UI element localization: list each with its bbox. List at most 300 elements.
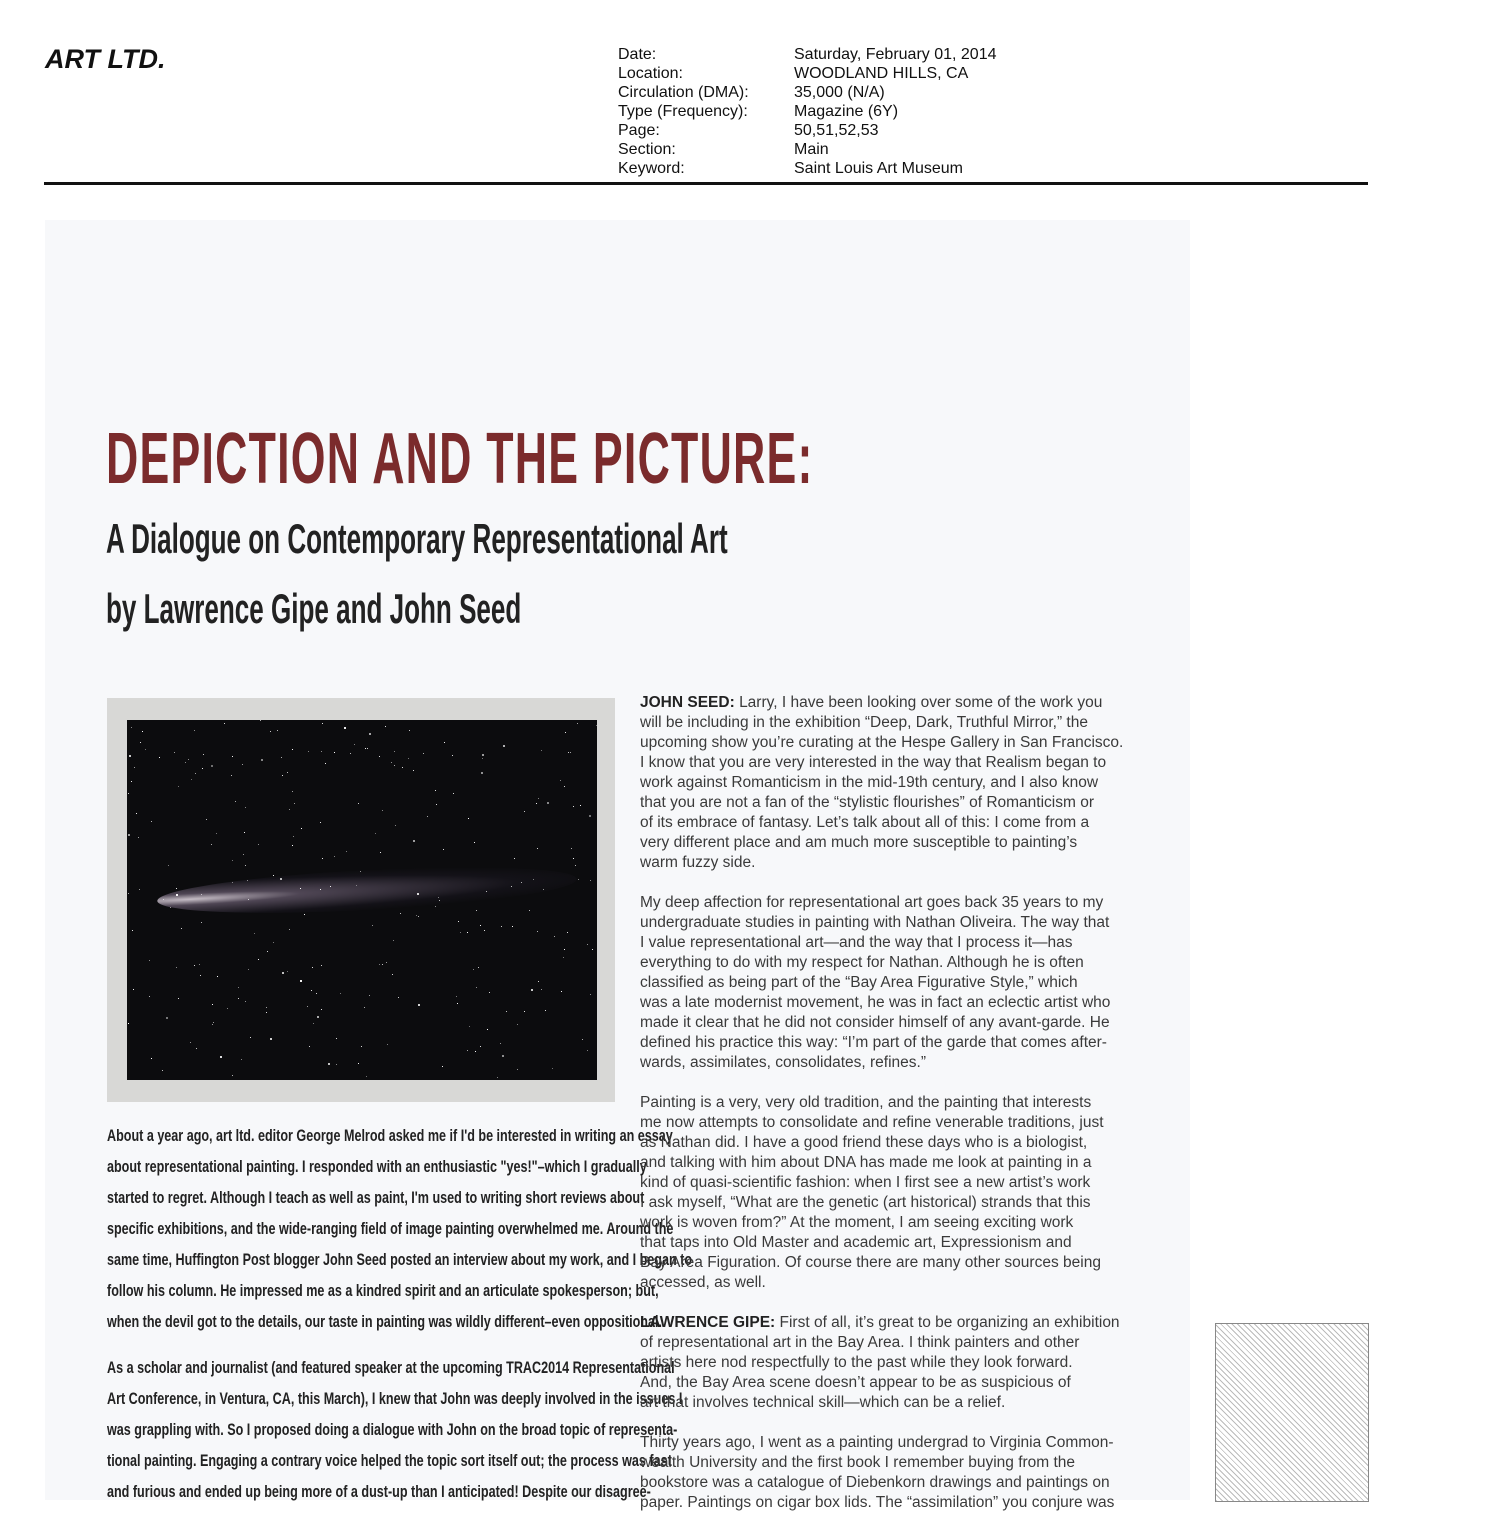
star: [590, 994, 591, 995]
star: [248, 899, 249, 900]
star: [213, 1022, 214, 1023]
star: [212, 1024, 213, 1025]
star: [232, 882, 233, 883]
star: [467, 932, 468, 933]
article-title: DEPICTION AND THE PICTURE:: [106, 419, 814, 499]
star: [321, 965, 322, 966]
star: [235, 801, 236, 802]
star: [336, 1064, 337, 1065]
star: [417, 893, 419, 895]
star: [524, 811, 525, 812]
star: [201, 922, 202, 923]
star: [294, 803, 295, 804]
star: [232, 756, 233, 757]
publication-name: ART LTD.: [45, 44, 166, 74]
star: [243, 854, 244, 855]
text-line: [640, 733, 1160, 753]
text-line: about representational painting. I responded with an enthusiastic "yes!"–which I gradually: [107, 1157, 647, 1176]
star: [202, 768, 203, 769]
star: [281, 757, 282, 758]
star: [159, 757, 160, 758]
star: [375, 833, 376, 834]
line-text: warm fuzzy side.: [640, 854, 756, 871]
text-line: [640, 973, 1160, 993]
star: [573, 806, 574, 807]
star: [561, 991, 562, 992]
text-line: follow his column. He impressed me as a kindred spirit and an articulate spokesperson; but,: [107, 1281, 659, 1300]
star: [301, 828, 302, 829]
star: [320, 822, 321, 823]
star: [344, 727, 346, 729]
star: [460, 932, 461, 933]
star: [334, 752, 335, 753]
text-line: [640, 1233, 1160, 1253]
text-line: [640, 853, 1160, 873]
star: [321, 751, 322, 752]
star: [330, 886, 331, 887]
star: [128, 834, 130, 836]
text-line: was grappling with. So I proposed doing a dialogue with John on the broad topic of representa-: [107, 1420, 678, 1439]
text-line: As a scholar and journalist (and featured speaker at the upcoming TRAC2014 Representational: [107, 1358, 675, 1377]
star: [474, 842, 475, 843]
star: [133, 989, 134, 990]
star: [320, 889, 321, 890]
line-text: of its embrace of fantasy. Let’s talk about all of this: I come from a: [640, 814, 1090, 831]
star: [372, 925, 373, 926]
text-line: [640, 1273, 1160, 1293]
star: [149, 960, 150, 961]
star: [356, 885, 357, 886]
star: [206, 819, 207, 820]
star: [514, 858, 515, 859]
star: [266, 1007, 267, 1008]
metadata-label: Date:: [618, 46, 657, 63]
metadata-label: Circulation (DMA):: [618, 84, 749, 101]
star: [427, 816, 428, 817]
text-line: [640, 1313, 1160, 1333]
star: [307, 1006, 308, 1007]
star: [497, 1077, 498, 1078]
comet-photograph: [107, 698, 615, 1102]
star: [321, 1009, 322, 1010]
star: [129, 755, 131, 757]
star: [587, 1050, 588, 1051]
star: [531, 989, 533, 991]
line-text: I value representational art—and the way that I process it—has: [640, 934, 1073, 951]
star: [292, 791, 293, 792]
star: [382, 964, 383, 965]
star: [379, 756, 380, 757]
star: [308, 751, 309, 752]
star: [382, 810, 383, 811]
line-text: wards, assimilates, consolidates, refines.”: [640, 1054, 927, 1071]
line-text: accessed, as well.: [640, 1274, 766, 1291]
star: [245, 865, 246, 866]
star: [322, 723, 323, 724]
line-text: made it clear that he did not consider himself of any avant-garde. He: [640, 1014, 1110, 1031]
star: [199, 964, 200, 965]
star: [398, 997, 399, 998]
metadata-row: [618, 159, 997, 178]
line-text: art that involves technical skill—which can be a relief.: [640, 1394, 1006, 1411]
star: [537, 931, 538, 932]
line-text: I ask myself, “What are the genetic (art historical) strands that this: [640, 1194, 1091, 1211]
star: [194, 965, 195, 966]
star: [395, 825, 396, 826]
star: [543, 889, 544, 890]
star: [564, 949, 565, 950]
dialogue-paragraph: [640, 1433, 1160, 1513]
metadata-value: Saint Louis Art Museum: [794, 160, 963, 177]
star: [560, 780, 561, 781]
star: [469, 1026, 470, 1027]
star: [511, 886, 512, 887]
metadata-value: Magazine (6Y): [794, 103, 899, 120]
star: [216, 833, 217, 834]
star: [151, 1058, 152, 1059]
metadata-row: [618, 83, 997, 102]
star: [311, 990, 312, 991]
star: [517, 1024, 518, 1025]
speaker-label: JOHN SEED:: [640, 694, 735, 711]
text-line: [640, 813, 1160, 833]
star: [258, 844, 259, 845]
star: [571, 848, 572, 849]
star: [166, 1017, 168, 1019]
star: [506, 1011, 507, 1012]
star: [282, 972, 284, 974]
star: [573, 858, 574, 859]
star: [247, 880, 248, 881]
star: [212, 1004, 213, 1005]
star: [244, 832, 245, 833]
star: [517, 1069, 518, 1070]
star: [174, 752, 175, 753]
star: [231, 775, 232, 776]
star: [196, 1048, 197, 1049]
star: [592, 949, 593, 950]
metadata-row: [618, 140, 997, 159]
star: [435, 790, 436, 791]
text-line: same time, Huffington Post blogger John Seed posted an interview about my work, and I began to: [107, 1250, 693, 1269]
speaker-label: LAWRENCE GIPE:: [640, 1314, 776, 1331]
star: [369, 733, 371, 735]
star: [300, 980, 302, 982]
star: [354, 744, 355, 745]
star: [238, 987, 239, 988]
star: [317, 1016, 319, 1018]
star: [176, 967, 177, 968]
star: [245, 1001, 246, 1002]
star: [501, 926, 502, 927]
star: [151, 821, 152, 822]
star: [128, 893, 129, 894]
star: [248, 969, 249, 970]
hatched-placeholder-box: [1215, 1323, 1369, 1502]
text-line: About a year ago, art ltd. editor George Melrod asked me if I'd be interested in writing an essay: [107, 1126, 673, 1145]
star: [178, 786, 179, 787]
star: [364, 1007, 365, 1008]
star: [570, 752, 571, 753]
text-line: [640, 793, 1160, 813]
text-line: [640, 1053, 1160, 1073]
star: [185, 762, 186, 763]
star: [568, 752, 569, 753]
text-line: [640, 1133, 1160, 1153]
star: [565, 732, 566, 733]
star: [191, 779, 192, 780]
star: [387, 1044, 388, 1045]
line-text: bookstore was a catalogue of Diebenkorn drawings and paintings on: [640, 1474, 1110, 1491]
metadata-row: [618, 102, 997, 121]
star: [163, 899, 164, 900]
star: [567, 932, 568, 933]
star: [139, 889, 140, 890]
star: [458, 921, 459, 922]
line-text: classified as being part of the “Bay Area Figurative Style,” which: [640, 974, 1078, 991]
line-text: artists here nod respectfully to the past while they look forward.: [640, 1354, 1073, 1371]
star: [500, 1043, 501, 1044]
star: [149, 996, 150, 997]
metadata-label: Type (Frequency):: [618, 103, 748, 120]
star: [325, 763, 326, 764]
star: [232, 1075, 233, 1076]
star: [220, 1056, 222, 1058]
star: [277, 730, 278, 731]
star: [287, 772, 288, 773]
star: [287, 971, 288, 972]
star: [211, 844, 212, 845]
line-text: was a late modernist movement, he was in fact an eclectic artist who: [640, 994, 1111, 1011]
star: [578, 879, 579, 880]
star: [292, 749, 293, 750]
dialogue-paragraph: [640, 693, 1160, 873]
star: [503, 745, 505, 747]
text-line: [640, 1493, 1160, 1513]
text-line: [640, 1173, 1160, 1193]
star: [245, 807, 246, 808]
header-divider: [44, 182, 1368, 185]
star: [582, 1039, 583, 1040]
star: [346, 851, 347, 852]
star: [194, 730, 195, 731]
metadata-label: Location:: [618, 65, 683, 82]
star: [227, 1008, 228, 1009]
star: [444, 742, 445, 743]
line-text: and talking with him about DNA has made me look at painting in a: [640, 1154, 1092, 1171]
metadata-value: WOODLAND HILLS, CA: [794, 65, 969, 82]
line-text: that taps into Old Master and academic art, Expressionism and: [640, 1234, 1072, 1251]
line-text: I know that you are very interested in the way that Realism began to: [640, 754, 1107, 771]
star: [176, 894, 178, 896]
star: [457, 1003, 458, 1004]
star: [442, 1066, 443, 1067]
star: [138, 837, 139, 838]
star: [413, 770, 414, 771]
star: [131, 781, 132, 782]
text-line: [640, 1353, 1160, 1373]
line-text: undergraduate studies in painting with Nathan Oliveira. The way that: [640, 914, 1110, 931]
line-text: work is woven from?” At the moment, I am seeing exciting work: [640, 1214, 1074, 1231]
star: [361, 1046, 362, 1047]
star: [309, 1046, 310, 1047]
star: [267, 951, 268, 952]
star: [358, 1063, 359, 1064]
star: [480, 925, 481, 926]
star: [322, 858, 323, 859]
metadata-row: [618, 45, 997, 64]
metadata-label: Section:: [618, 141, 676, 158]
star: [481, 772, 483, 774]
star: [438, 897, 439, 898]
line-text: work against Romanticism in the mid-19th century, and I also know: [640, 774, 1099, 791]
star: [416, 915, 417, 916]
line-text: as Nathan did. I have a good friend these days who is a biologist,: [640, 1134, 1088, 1151]
star: [360, 871, 361, 872]
line-text: that you are not a fan of the “stylistic flourishes” of Romanticism or: [640, 794, 1094, 811]
metadata-row: [618, 121, 997, 140]
dialogue-column: [640, 693, 1160, 1533]
star: [260, 720, 261, 721]
star: [486, 891, 487, 892]
metadata-label: Keyword:: [618, 160, 685, 177]
metadata-row: [618, 64, 997, 83]
star: [250, 1037, 251, 1038]
star: [242, 764, 243, 765]
text-line: [640, 913, 1160, 933]
star: [385, 726, 386, 727]
star: [188, 759, 189, 760]
star: [533, 879, 534, 880]
star: [224, 723, 225, 724]
star: [489, 992, 490, 993]
star: [241, 1059, 242, 1060]
star: [456, 996, 457, 997]
star: [453, 793, 454, 794]
star: [334, 856, 335, 857]
intro-paragraph: [107, 1120, 693, 1337]
star: [170, 907, 171, 908]
star: [476, 987, 477, 988]
star: [289, 929, 290, 930]
metadata-label: Page:: [618, 122, 660, 139]
star: [266, 1012, 267, 1013]
star: [128, 793, 129, 794]
line-text: of representational art in the Bay Area. I think painters and other: [640, 1334, 1080, 1351]
line-text: paper. Paintings on cigar box lids. The “assimilation” you conjure was: [640, 1494, 1115, 1511]
star: [254, 933, 255, 934]
star: [589, 815, 591, 817]
star: [366, 1076, 367, 1077]
text-line: [640, 893, 1160, 913]
star: [541, 750, 542, 751]
star: [484, 930, 485, 931]
star: [590, 880, 591, 881]
star: [178, 998, 179, 999]
star: [393, 940, 394, 941]
star: [475, 1051, 476, 1052]
text-line: [640, 833, 1160, 853]
star: [128, 1023, 129, 1024]
text-line: [640, 773, 1160, 793]
star: [340, 993, 341, 994]
star: [379, 964, 380, 965]
star: [369, 995, 370, 996]
star: [289, 809, 290, 810]
text-line: [640, 1093, 1160, 1113]
text-line: [640, 713, 1160, 733]
line-text: defined his practice this way: “I’m part of the garde that comes after-: [640, 1034, 1107, 1051]
star: [435, 906, 436, 907]
star: [580, 805, 581, 806]
star: [316, 993, 317, 994]
line-text: Bay Area Figuration. Of course there are many other sources being: [640, 1254, 1101, 1271]
metadata-value: Saturday, February 01, 2014: [794, 46, 997, 63]
star: [386, 962, 387, 963]
star: [300, 888, 301, 889]
star: [478, 967, 479, 968]
star: [134, 767, 135, 768]
star: [480, 1046, 481, 1047]
star: [273, 942, 274, 943]
star: [502, 1055, 504, 1057]
line-text: Larry, I have been looking over some of the work you: [739, 694, 1103, 711]
star: [270, 1038, 272, 1040]
star: [476, 910, 477, 911]
text-line: started to regret. Although I teach as well as paint, I'm used to writing short reviews about: [107, 1188, 645, 1207]
star: [547, 802, 549, 804]
text-line: [640, 993, 1160, 1013]
star: [238, 998, 239, 999]
star: [537, 848, 538, 849]
star: [380, 852, 381, 853]
star: [538, 981, 539, 982]
text-line: [640, 1473, 1160, 1493]
text-line: [640, 953, 1160, 973]
star: [554, 936, 555, 937]
star: [131, 727, 132, 728]
text-line: specific exhibitions, and the wide-ranging field of image painting overwhelmed me. Around the: [107, 1219, 674, 1238]
star: [596, 725, 597, 726]
dialogue-paragraph: [640, 1093, 1160, 1293]
text-line: [640, 753, 1160, 773]
star: [423, 753, 424, 754]
star: [273, 875, 274, 876]
star: [436, 804, 437, 805]
star: [312, 967, 313, 968]
metadata-value: 35,000 (N/A): [794, 84, 885, 101]
star: [313, 1023, 314, 1024]
text-line: [640, 1453, 1160, 1473]
star: [261, 759, 263, 761]
line-text: very different place and am much more susceptible to painting’s: [640, 834, 1078, 851]
star: [524, 1011, 525, 1012]
star: [443, 849, 444, 850]
star: [217, 976, 218, 977]
star: [336, 1038, 337, 1039]
text-line: [640, 1253, 1160, 1273]
star: [391, 762, 392, 763]
star: [529, 910, 530, 911]
line-text: will be including in the exhibition “Deep, Dark, Truthful Mirror,” the: [640, 714, 1088, 731]
star: [536, 803, 537, 804]
line-text: wealth University and the first book I remember buying from the: [640, 1454, 1076, 1471]
star: [541, 989, 542, 990]
star: [258, 959, 259, 960]
dialogue-paragraph: [640, 1313, 1160, 1413]
line-text: upcoming show you’re curating at the Hespe Gallery in San Francisco.: [640, 734, 1124, 751]
star: [328, 1063, 330, 1065]
